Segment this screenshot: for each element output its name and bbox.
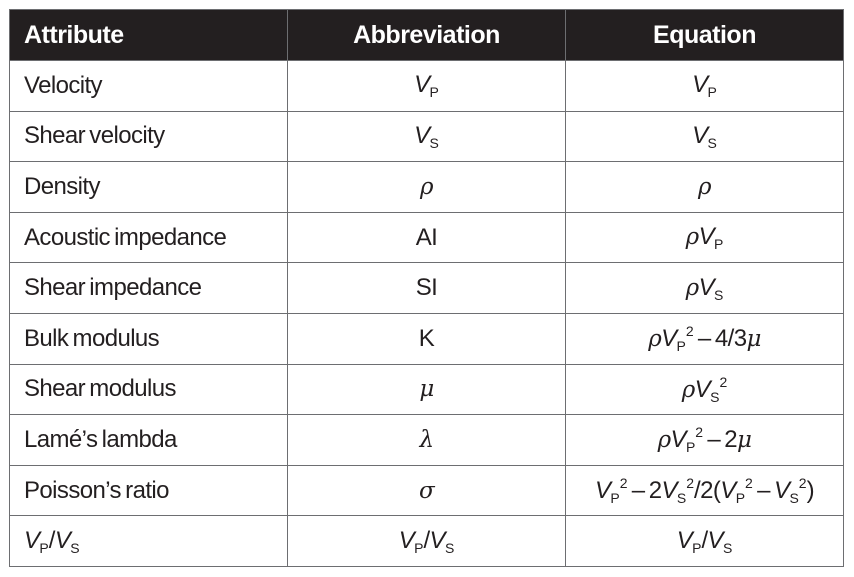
table-row	[10, 162, 844, 213]
cell-abbreviation: SI	[288, 263, 566, 314]
cell-abbreviation: $V_S$	[288, 111, 566, 162]
cell-attribute: Shear impedance	[10, 263, 288, 314]
table-row	[10, 415, 844, 466]
cell-attribute: Density	[10, 162, 288, 213]
attribute-table	[9, 9, 844, 567]
table-header	[10, 10, 844, 61]
cell-abbreviation: $V_P$	[288, 61, 566, 112]
cell-attribute: Velocity	[10, 61, 288, 112]
header-equation: Equation	[566, 10, 844, 61]
cell-abbreviation: σ	[288, 465, 566, 516]
cell-equation: $V_P$	[566, 61, 844, 112]
table-row	[10, 263, 844, 314]
header-abbreviation: Abbreviation	[288, 10, 566, 61]
table-row	[10, 465, 844, 516]
cell-abbreviation: $V_P/V_S$	[288, 516, 566, 567]
cell-equation: $\rho V_P$	[566, 212, 844, 263]
header-row	[10, 10, 844, 61]
cell-equation: $V_S$	[566, 111, 844, 162]
table-row	[10, 516, 844, 567]
table-row	[10, 61, 844, 112]
cell-attribute: Bulk modulus	[10, 313, 288, 364]
header-attribute: Attribute	[10, 10, 288, 61]
cell-attribute: Lamé’s lambda	[10, 415, 288, 466]
table-row	[10, 111, 844, 162]
cell-attribute: Shear modulus	[10, 364, 288, 415]
cell-equation: $\rho V_P^2 - 4/3\mu$	[566, 313, 844, 364]
cell-equation: ρ	[566, 162, 844, 213]
cell-equation: $\rho V_S^2$	[566, 364, 844, 415]
cell-abbreviation: μ	[288, 364, 566, 415]
cell-abbreviation: K	[288, 313, 566, 364]
cell-equation: $V_P/V_S$	[566, 516, 844, 567]
cell-attribute: Poisson’s ratio	[10, 465, 288, 516]
cell-equation: $V_P^2 - 2V_S^2/2(V_P^2 - V_S^2)$	[566, 465, 844, 516]
table-row	[10, 313, 844, 364]
cell-abbreviation: ρ	[288, 162, 566, 213]
table-row	[10, 364, 844, 415]
cell-abbreviation: AI	[288, 212, 566, 263]
table-row	[10, 212, 844, 263]
cell-attribute: $V_P/V_S$	[10, 516, 288, 567]
cell-equation: $\rho V_P^2 - 2\mu$	[566, 415, 844, 466]
attribute-table-container	[9, 9, 843, 567]
table-body	[10, 61, 844, 567]
cell-equation: $\rho V_S$	[566, 263, 844, 314]
cell-abbreviation: λ	[288, 415, 566, 466]
cell-attribute: Shear velocity	[10, 111, 288, 162]
cell-attribute: Acoustic impedance	[10, 212, 288, 263]
